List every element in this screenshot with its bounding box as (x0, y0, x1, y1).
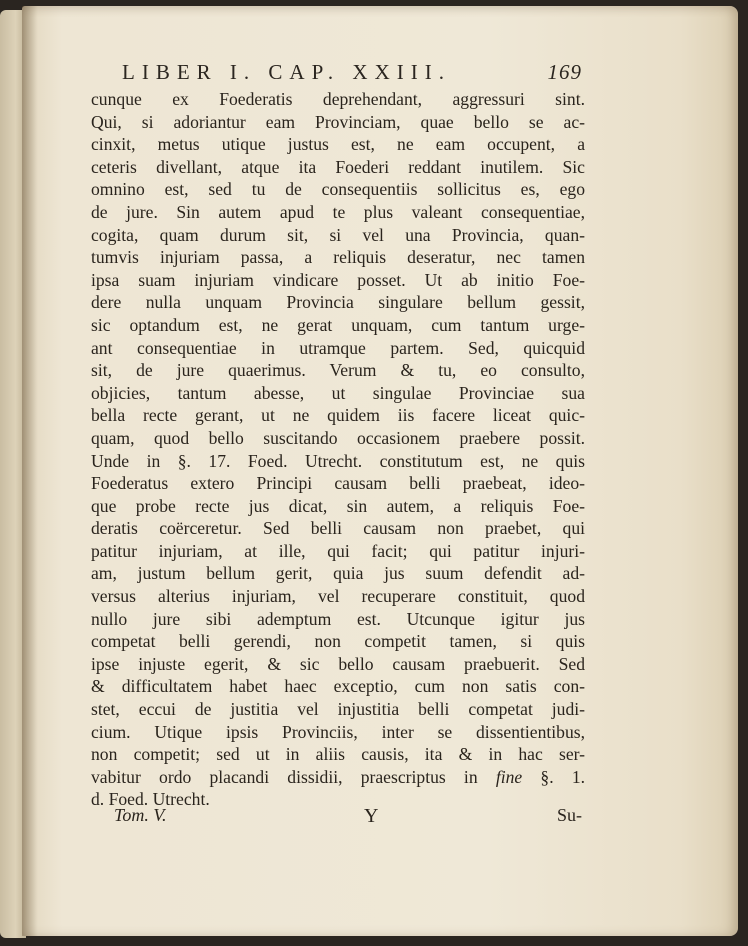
text-line: de jure. Sin autem apud te plus valeant consequentiae, (91, 201, 585, 222)
text-line: versus alterius injuriam, vel recuperare constituit, quod (91, 586, 585, 607)
text-line: cunque ex Foederatis deprehendant, aggressuri sint. (91, 89, 585, 109)
text-segment: vabitur ordo placandi dissidii, praescriptus in (91, 766, 496, 787)
text-line: nullo jure sibi ademptum est. Utcunque igitur jus (91, 608, 585, 629)
text-line: d. Foed. Utrecht. (91, 789, 210, 810)
text-line: ant consequentiae in utramque partem. Sed, quicquid (91, 337, 585, 358)
text-line: deratis coërceretur. Sed belli causam non praebet, qui (91, 518, 585, 539)
text-line: Foederatus extero Principi causam belli praebeat, ideo- (91, 473, 585, 494)
text-line: sit, de jure quaerimus. Verum & tu, eo consulto, (91, 360, 585, 381)
text-line: objicies, tantum abesse, ut singulae Provinciae sua (91, 382, 585, 403)
text-line: cinxit, metus utique justus est, ne eam occupent, a (91, 134, 585, 155)
text-line: ipsa suam injuriam vindicare posset. Ut ab initio Foe- (91, 269, 585, 290)
text-line: tumvis injuriam passa, a reliquis deseratur, nec tamen (91, 247, 585, 268)
catchword: Su- (556, 805, 582, 825)
text-line: que probe recte jus dicat, sin autem, a reliquis Foe- (91, 495, 585, 516)
text-line: stet, eccui de justitia vel injustitia belli competat judi- (91, 699, 585, 720)
text-line: cium. Utique ipsis Provinciis, inter se dissentientibus, (91, 721, 585, 742)
text-line: dere nulla unquam Provincia singulare bellum gessit, (91, 292, 585, 313)
text-line: cogita, quam durum sit, si vel una Provincia, quan- (91, 224, 585, 245)
body-text (91, 88, 585, 811)
running-head-title: LIBER I. CAP. XXIII. (122, 60, 451, 84)
text-line (91, 766, 585, 789)
text-line: & difficultatem habet haec exceptio, cum non satis con- (91, 676, 585, 697)
text-line: non competit; sed ut in aliis causis, ita & in hac ser- (91, 744, 585, 765)
text-line: ceteris divellant, atque ita Foederi reddant inutilem. Sic (91, 156, 585, 177)
text-segment: §. 1. (522, 766, 586, 787)
text-line: am, justum bellum gerit, quia jus suum defendit ad- (91, 563, 585, 584)
page-number: 169 (547, 60, 582, 84)
signature-mark: Y (364, 805, 379, 827)
text-line: ipse injuste egerit, & sic bello causam praebuerit. Sed (91, 653, 585, 674)
text-line: Qui, si adoriantur eam Provinciam, quae bello se ac- (91, 111, 585, 132)
text-line: sic optandum est, ne gerat unquam, cum tantum urge- (91, 314, 585, 335)
text-line: competat belli gerendi, non competit tamen, si quis (91, 631, 585, 652)
text-line: patitur injuriam, at ille, qui facit; qui patitur injuri- (91, 540, 585, 561)
italic-word: fine (495, 766, 523, 787)
volume-label: Tom. V. (114, 805, 167, 825)
page-footer (114, 805, 582, 831)
running-head (122, 60, 582, 85)
text-line: bella recte gerant, ut ne quidem iis facere liceat quic- (91, 405, 585, 426)
text-line: omnino est, sed tu de consequentiis sollicitus es, ego (91, 179, 585, 200)
text-line: Unde in §. 17. Foed. Utrecht. constitutum est, ne quis (91, 450, 585, 471)
text-line: quam, quod bello suscitando occasionem praebere possit. (91, 427, 585, 448)
